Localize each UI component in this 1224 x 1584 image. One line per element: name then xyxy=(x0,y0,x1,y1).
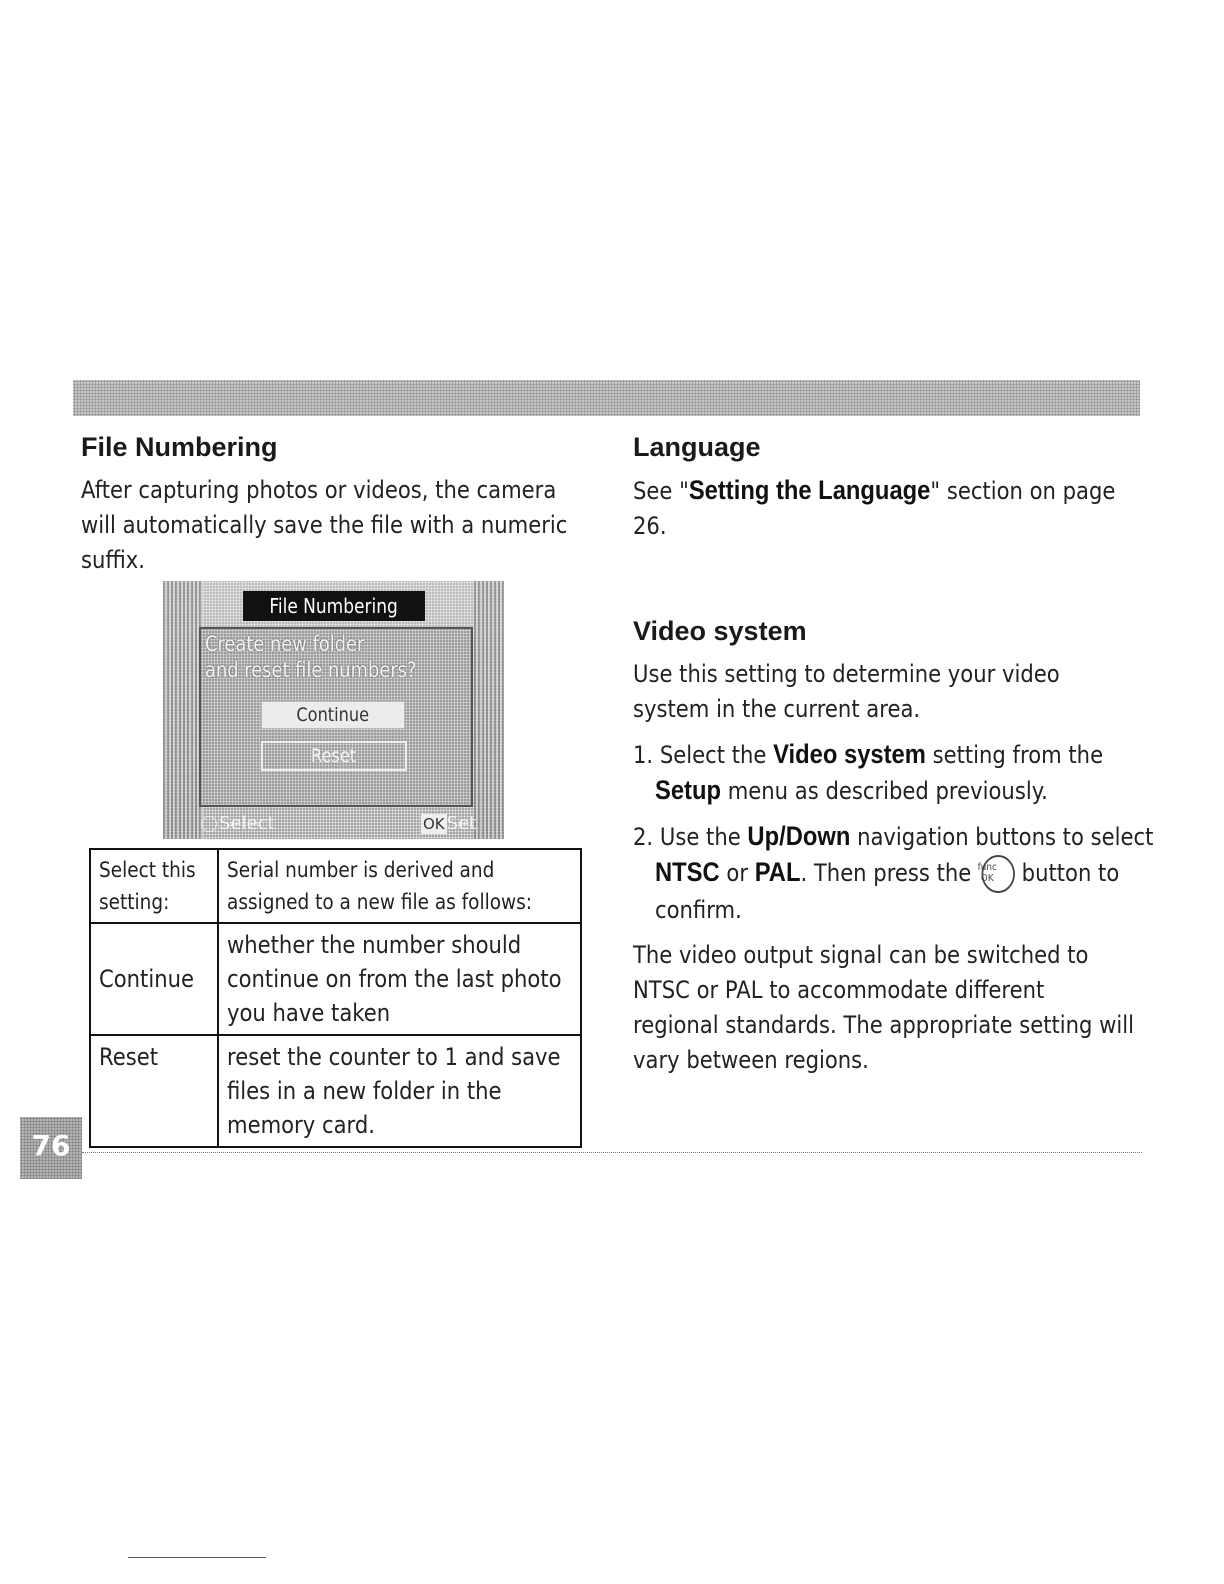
camera-footer xyxy=(163,809,504,839)
func-ok-button-icon: func OK xyxy=(982,855,1015,893)
table-cell-description: reset the counter to 1 and save files in a new folder in the memory card. xyxy=(218,1035,581,1147)
camera-continue-option: Continue xyxy=(261,701,405,729)
table-cell-setting: Reset xyxy=(90,1035,218,1147)
camera-screen-texture xyxy=(163,581,203,839)
table-row xyxy=(90,1035,581,1147)
camera-dialog-question xyxy=(205,631,460,683)
table-cell-setting: Continue xyxy=(90,923,218,1035)
table-cell-description: whether the number should continue on from the last photo you have taken xyxy=(218,923,581,1035)
camera-reset-option: Reset xyxy=(261,741,407,771)
camera-question-line: Create new folder xyxy=(205,632,365,656)
language-title: Language xyxy=(633,432,761,462)
video-system-title: Video system xyxy=(633,616,807,646)
right-column xyxy=(633,432,1154,1078)
table-header-row xyxy=(90,849,581,923)
file-numbering-title: File Numbering xyxy=(81,432,278,462)
table-header-cell: Select this setting: xyxy=(90,849,218,923)
camera-dialog xyxy=(199,627,473,807)
footer-divider xyxy=(82,1152,1142,1153)
camera-select-hint: Select xyxy=(201,809,275,839)
dial-icon xyxy=(201,816,217,832)
video-system-intro: Use this setting to determine your video system in the current area. xyxy=(633,660,1060,723)
table-row xyxy=(90,923,581,1035)
camera-menu-title: File Numbering xyxy=(243,591,425,621)
camera-screen-texture xyxy=(474,581,504,839)
file-numbering-section xyxy=(81,432,591,578)
table-header-cell: Serial number is derived and assigned to a new file as follows: xyxy=(218,849,581,923)
camera-question-line: and reset file numbers? xyxy=(205,658,417,682)
bottom-underline xyxy=(128,1557,266,1558)
file-numbering-intro: After capturing photos or videos, the camera will automatically save the file with a numeric suffix. xyxy=(81,476,568,574)
video-system-step-2: 2. Use the Up/Down navigation buttons to select NTSC or PAL. Then press the func OK button to confirm. xyxy=(633,821,1154,924)
language-text: See "Setting the Language" section on page 26. xyxy=(633,475,1116,540)
section-header-band xyxy=(73,380,1140,416)
ok-icon: OK xyxy=(423,815,445,833)
page-number-tab xyxy=(20,1117,82,1179)
video-system-outro: The video output signal can be switched to NTSC or PAL to accommodate different regional standards. The appropriate setting will vary between regions. xyxy=(633,941,1135,1074)
file-numbering-table xyxy=(89,848,582,1148)
page-number: 76 xyxy=(31,1129,71,1162)
language-section-reference: Setting the Language xyxy=(688,475,931,505)
camera-set-hint: OK Set xyxy=(423,813,477,834)
camera-screen-image xyxy=(163,581,504,839)
video-system-step-1: 1. Select the Video system setting from the Setup menu as described previously. xyxy=(633,739,1104,805)
